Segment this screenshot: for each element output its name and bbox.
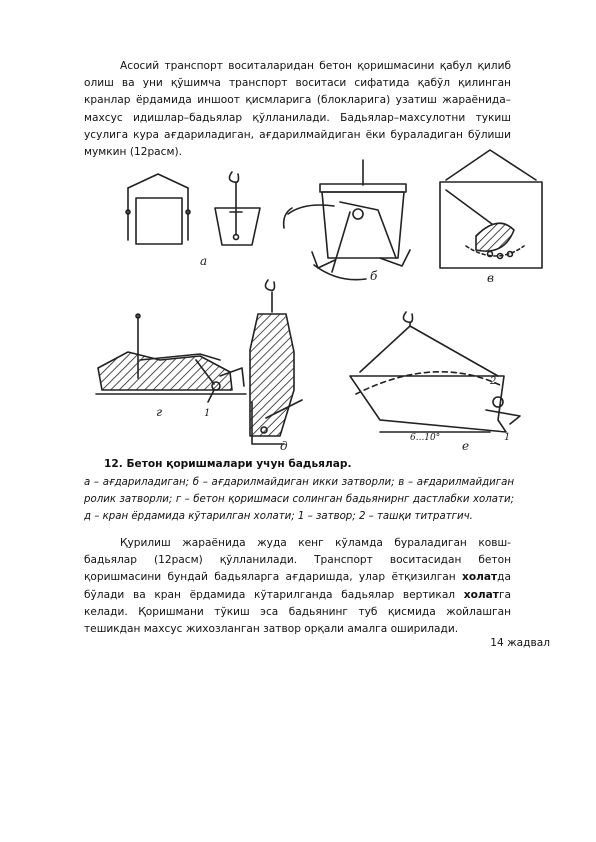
label-g-1: 1 [204,408,211,419]
p2-part1: Қурилиш жараёнида жуда кенг кўламда бураладиган ковш-бадьялар (12расм) қўлланилади. Транспорт воситасидан бетон қоришмасини бундай бадьяларга ағдаришда, улар ётқизилган [84,537,511,584]
p2-bold2: холат [463,588,499,601]
label-a: а [200,254,208,268]
label-b: б [370,269,378,283]
label-g: г [156,405,163,419]
label-e: е [462,439,470,453]
p2-part3: га келади. Қоришмани тўкиш эса бадьянинг туб қисмида жойлашган тешикдан махсус жихозланган затвор орқали амалга оширилади. [84,588,511,636]
label-d: д [280,439,288,453]
body-paragraph [84,535,511,638]
label-e-2: 2 [490,376,497,387]
p2-bold1: холат [462,571,498,584]
bucket-a-side [215,172,260,245]
label-e-1: 1 [504,432,511,443]
p2-part2: да бўлади ва кран ёрдамида кўтарилганда бадьялар вертикал [84,571,511,601]
bucket-figure [80,140,550,458]
label-angle: 6...10° [410,433,441,443]
bucket-g [96,314,246,402]
intro-paragraph: Асосий транспорт воситаларидан бетон қоришмасини қабул қилиб олиш ва уни қўшимча транспорт воситаси сифатида қабўл қилинган кранлар ёрдамида иншоот қисмларига (блокларига) узатиш жараёнида–махсус идишлар–бадьялар қўлланилади. Бадьялар–махсулотни тукиш усулига кура ағдариладиган, ағдарилмайдиган ёки бураладиган бўлиши мумкин (12расм). [84,60,511,159]
bucket-b [284,160,410,280]
label-v: в [487,271,494,285]
table-label: 14 жадвал [490,637,550,649]
figure-caption-title: 12. Бетон қоришмалари учун бадьялар. [104,458,352,470]
bucket-a-front [126,174,190,244]
bucket-v [440,150,542,268]
bucket-e [350,312,520,432]
figure-legend: а – ағдариладиган; б – ағдарилмайдиган икки затворли; в – ағдарилмайдиган ролик затворли; г – бетон қоришмаси солинган бадьянирнг дастлабки холати; д – кран ёрдамида кўтарилган холати; 1 – затвор; 2 – ташқи титратгич. [84,477,514,522]
bucket-d [250,280,302,444]
